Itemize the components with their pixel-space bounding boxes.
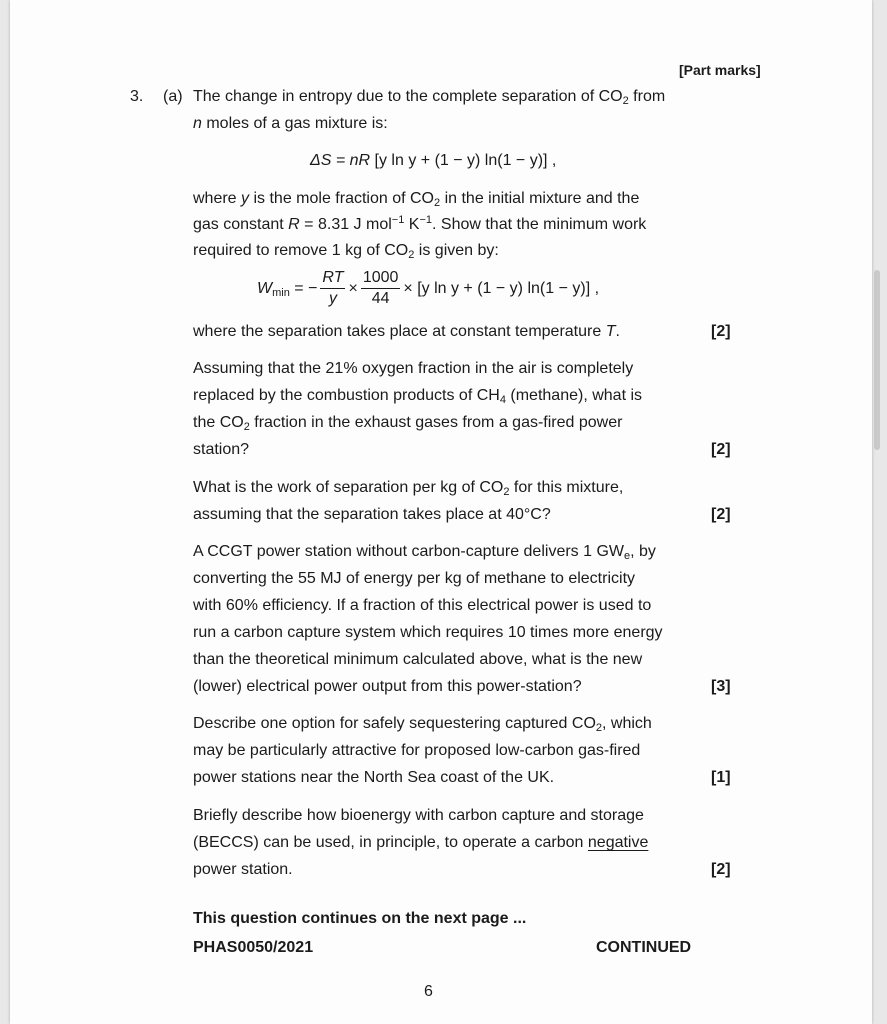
p5-line-3: power stations near the North Sea coast of the UK. — [193, 769, 555, 786]
where-line-2: gas constant R = 8.31 J mol$^{-1}$ $K^{-1}$. Show that the minimum work — [193, 214, 647, 233]
continued-label: CONTINUED — [596, 939, 692, 956]
p4-line-5: than the theoretical minimum calculated above, what is the new — [193, 651, 643, 668]
p4-line-2: converting the 55 MJ of energy per kg of methane to electricity — [193, 570, 636, 587]
p3-line-1: What is the work of separation per kg of $CO_2$ for this mixture, — [193, 479, 624, 498]
continues-note: This question continues on the next page ... — [193, 910, 527, 927]
marks-3: [2] — [711, 506, 731, 523]
p2-line-2: replaced by the combustion products of $CH_4$ (methane), what is — [193, 387, 643, 406]
p5-line-2: may be particularly attractive for proposed low-carbon gas-fired — [193, 742, 641, 759]
constant-temperature-line: where the separation takes place at constant temperature T. — [193, 323, 620, 340]
entropy-equation: ΔS = nR [y ln y + (1 − y) ln(1 − y)] , — [310, 152, 557, 169]
page-number: 6 — [424, 983, 433, 1000]
where-line-3: required to remove 1 kg of $CO_2$ is given by: — [193, 242, 499, 261]
negative-underlined: negative — [587, 834, 649, 851]
course-code: PHAS0050/2021 — [193, 939, 314, 956]
p2-line-3: the $CO_2$ fraction in the exhaust gases from a gas-fired power — [193, 414, 623, 433]
fraction-rt-over-y: $\frac{RT}{y}$ — [322, 269, 344, 308]
p4-line-6: (lower) electrical power output from this power-station? — [193, 678, 582, 695]
intro-line-1: The change in entropy due to the complete separation of $CO_2$ from — [193, 88, 666, 107]
marks-1: [2] — [711, 323, 731, 340]
marks-6: [2] — [711, 861, 731, 878]
part-marks-header: [Part marks] — [679, 62, 761, 78]
p6-line-3: power station. — [193, 861, 293, 878]
p6-line-1: Briefly describe how bioenergy with carbon capture and storage — [193, 807, 644, 824]
p3-line-2: assuming that the separation takes place at 40°C? — [193, 506, 551, 523]
p5-line-1: Describe one option for safely sequestering captured $CO_2$, which — [193, 715, 652, 734]
intro-line-2: n moles of a gas mixture is: — [193, 115, 388, 132]
p2-line-1: Assuming that the 21% oxygen fraction in the air is completely — [193, 360, 634, 377]
where-line-1: where y is the mole fraction of $CO_2$ in the initial mixture and the — [193, 190, 640, 209]
marks-4: [3] — [711, 678, 731, 695]
p4-line-1: A CCGT power station without carbon-capture delivers 1 $GW_e$, by — [193, 543, 656, 562]
marks-5: [1] — [711, 769, 731, 786]
fraction-1000-over-44: $\frac{1000}{44}$ — [362, 269, 399, 308]
p4-line-3: with 60% efficiency. If a fraction of this electrical power is used to — [193, 597, 652, 614]
marks-2: [2] — [711, 441, 731, 458]
p6-line-2: (BECCS) can be used, in principle, to operate a carbon negative — [193, 834, 649, 851]
question-part: (a) — [163, 88, 183, 105]
p2-line-4: station? — [193, 441, 250, 458]
scrollbar[interactable] — [874, 270, 880, 450]
question-number: 3. — [130, 88, 144, 105]
p4-line-4: run a carbon capture system which requires 10 times more energy — [193, 624, 663, 641]
min-work-equation: $W_{min}$ = − $\frac{RT}{y}$ × $\frac{1000}{44}$ × [y ln y + (1 − y) ln(1 − y)] , — [257, 269, 600, 308]
